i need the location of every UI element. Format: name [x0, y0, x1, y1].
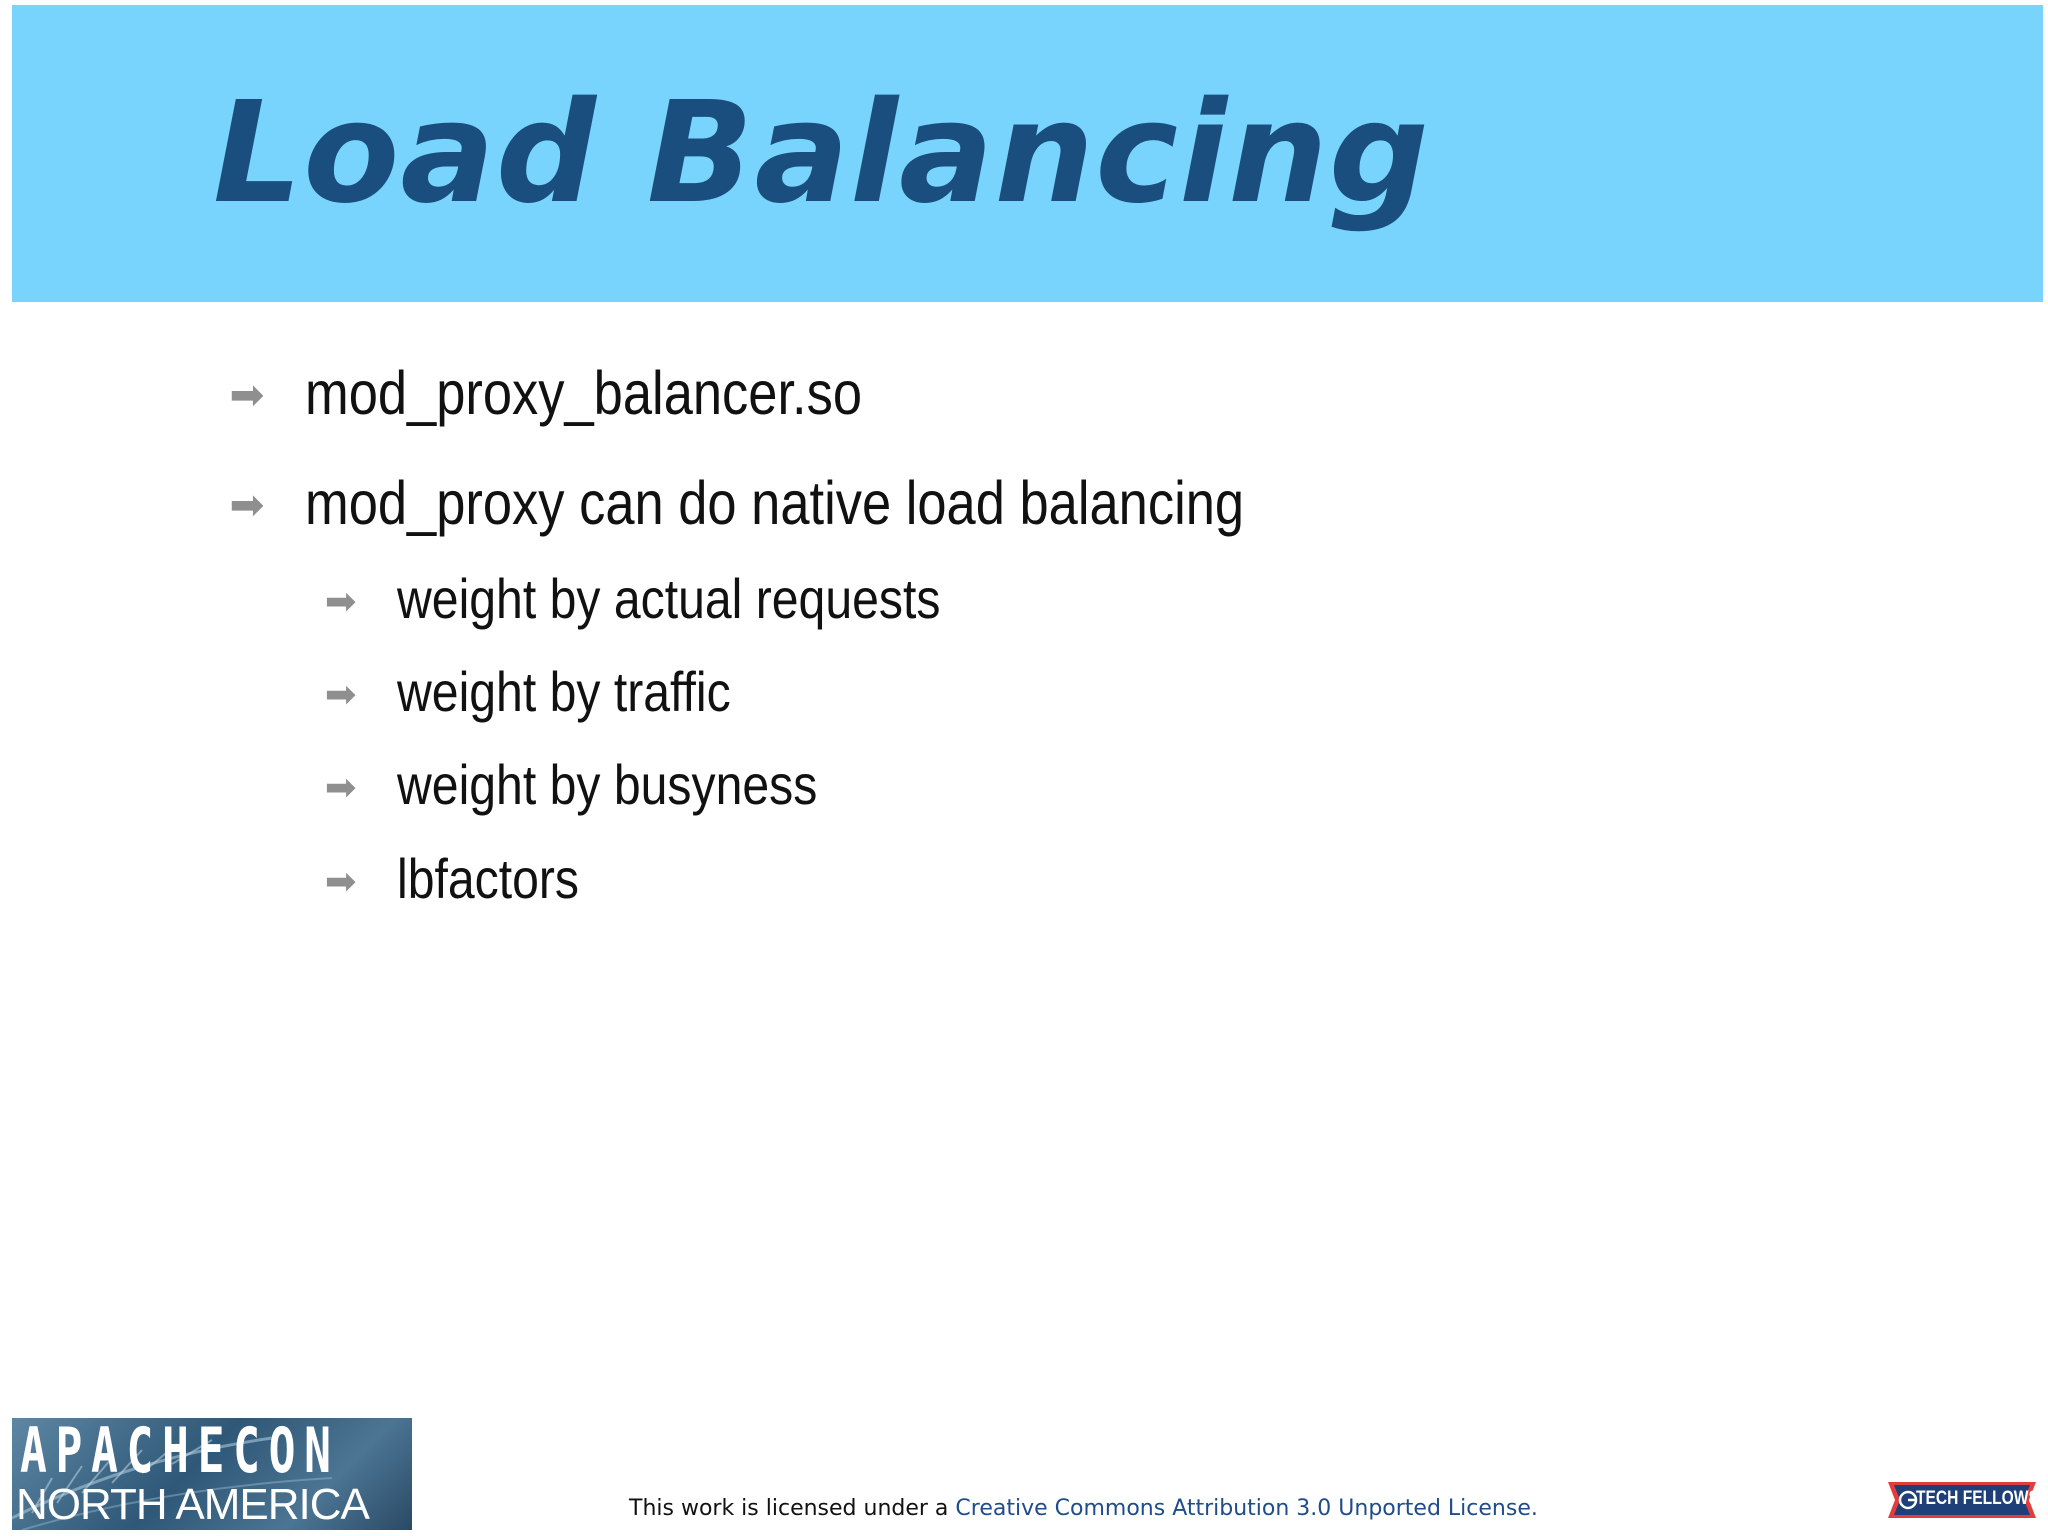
bullet-text: mod_proxy_balancer.so	[305, 359, 863, 427]
logo-subtitle: NORTH AMERICA	[16, 1480, 369, 1529]
bullet-item	[229, 468, 1245, 538]
license-notice	[629, 1494, 1538, 1524]
tech-fellows-badge	[1886, 1478, 2038, 1522]
badge-label: TECH FELLOWS	[1916, 1488, 2039, 1509]
sub-bullet-item	[324, 660, 731, 724]
bullet-item	[229, 358, 863, 428]
logo-wordmark: APACHECON	[20, 1418, 340, 1487]
sub-bullet-item	[324, 567, 941, 631]
sub-bullet-text: weight by traffic	[397, 660, 731, 723]
apachecon-logo	[12, 1418, 412, 1530]
bullet-text: mod_proxy can do native load balancing	[305, 469, 1245, 537]
license-link[interactable]: Creative Commons Attribution 3.0 Unported License.	[955, 1496, 1538, 1521]
arrow-right-icon: ➡	[324, 672, 357, 716]
sub-bullet-item	[324, 847, 580, 911]
arrow-right-icon: ➡	[229, 480, 265, 529]
arrow-right-icon: ➡	[324, 579, 357, 623]
sub-bullet-item	[324, 753, 818, 817]
sub-bullet-text: lbfactors	[397, 847, 580, 910]
license-prefix: This work is licensed under a	[629, 1496, 949, 1521]
sub-bullet-text: weight by busyness	[397, 753, 818, 816]
arrow-right-icon: ➡	[324, 765, 357, 809]
arrow-right-icon: ➡	[324, 859, 357, 903]
arrow-right-icon: ➡	[229, 370, 265, 419]
slide-title: Load Balancing	[213, 72, 1430, 235]
sub-bullet-text: weight by actual requests	[397, 567, 941, 630]
